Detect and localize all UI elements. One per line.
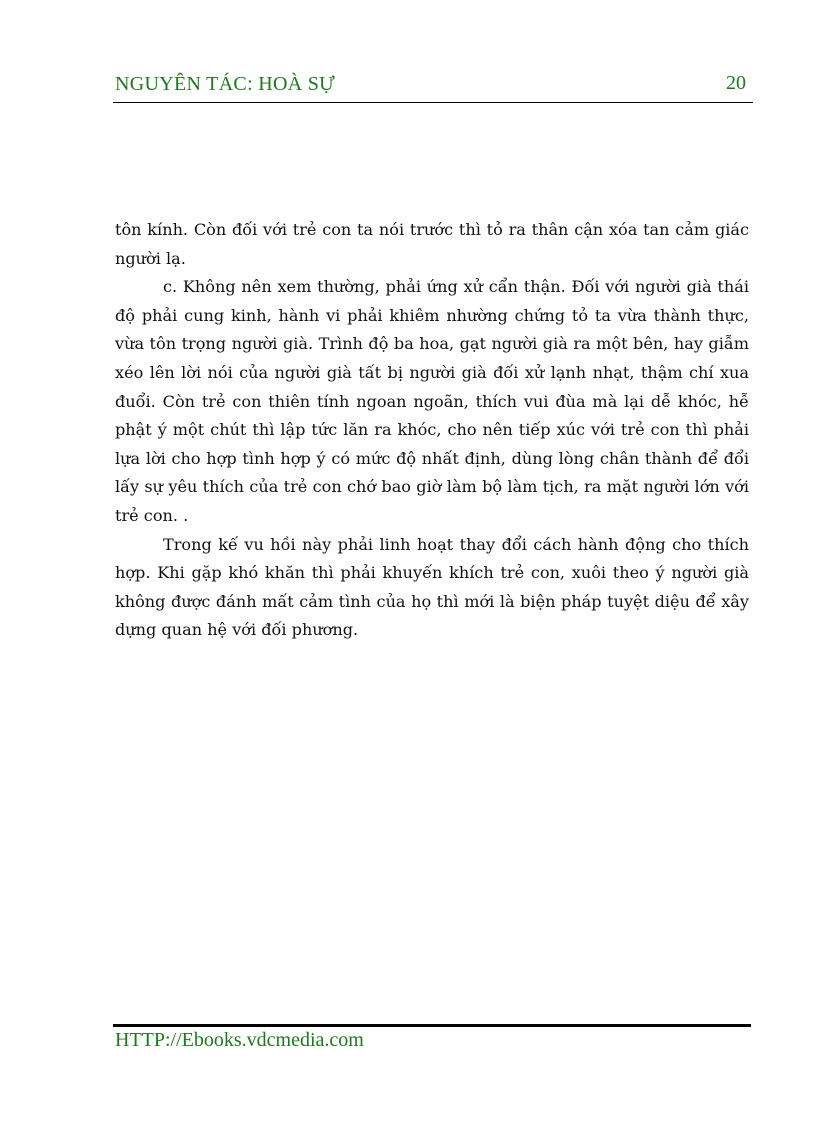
body-text xyxy=(115,216,749,645)
paragraph-c: c. Không nên xem thường, phải ứng xử cẩn thận. Đối với người già thái độ phải cung kinh, hành vi phải khiêm nhường chứng tỏ ta vừa thành thực, vừa tôn trọng người già. Trình độ ba hoa, gạt người già ra một bên, hay giẫm xéo lên lời nói của người già tất bị người già đối xử lạnh nhạt, thậm chí xua đuổi. Còn trẻ con thiên tính ngoan ngoãn, thích vui đùa mà lại dễ khóc, hễ phật ý một chút thì lập tức lăn ra khóc, cho nên tiếp xúc với trẻ con thì phải lựa lời cho hợp tình hợp ý có mức độ nhất định, dùng lòng chân thành để đổi lấy sự yêu thích của trẻ con chớ bao giờ làm bộ làm tịch, ra mặt người lớn với trẻ con. . xyxy=(115,277,749,525)
page-number: 20 xyxy=(726,72,746,94)
header-divider xyxy=(113,102,753,103)
footer-divider xyxy=(113,1024,751,1027)
footer-link[interactable]: HTTP://Ebooks.vdcmedia.com xyxy=(115,1029,364,1051)
paragraph-conclusion: Trong kế vu hồi này phải linh hoạt thay đổi cách hành động cho thích hợp. Khi gặp khó khăn thì phải khuyến khích trẻ con, xuôi theo ý người già không được đánh mất cảm tình của họ thì mới là biện pháp tuyệt diệu để xây dựng quan hệ với đối phương. xyxy=(115,534,749,640)
header-title: NGUYÊN TÁC: HOÀ SỰ xyxy=(115,73,335,95)
paragraph-continued: tôn kính. Còn đối với trẻ con ta nói trước thì tỏ ra thân cận xóa tan cảm giác người lạ. xyxy=(115,220,749,268)
